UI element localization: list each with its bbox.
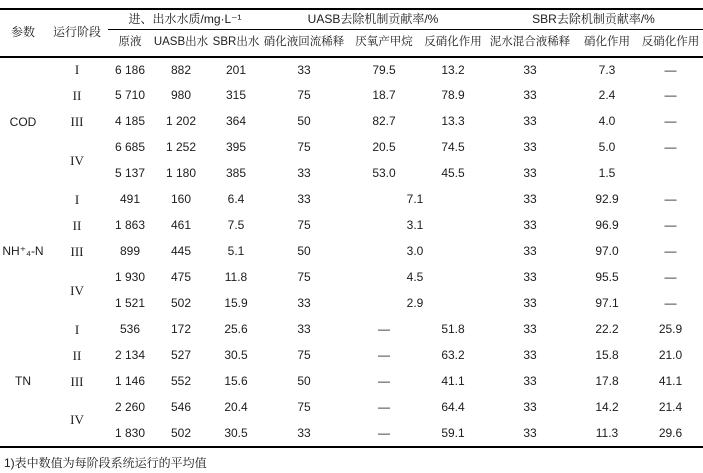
value-cell: 20.4 bbox=[224, 400, 248, 415]
table-row bbox=[0, 83, 703, 109]
value-cell: — bbox=[664, 88, 677, 103]
table-row bbox=[0, 395, 703, 421]
value-cell: 14.2 bbox=[595, 400, 619, 415]
value-cell: 315 bbox=[225, 88, 247, 103]
value-cell: 33 bbox=[297, 166, 311, 181]
value-cell: 6 186 bbox=[114, 62, 146, 77]
value-cell: 15.9 bbox=[224, 296, 248, 311]
value-cell: 30.5 bbox=[224, 425, 248, 440]
value-cell: 74.5 bbox=[441, 140, 465, 155]
value-cell: 59.1 bbox=[441, 425, 465, 440]
stage-cell: II bbox=[72, 217, 82, 233]
subheader-uasb-denitrification: 反硝化作用 bbox=[422, 29, 484, 57]
value-cell: 5 137 bbox=[114, 166, 146, 181]
value-cell: 11.3 bbox=[595, 425, 619, 440]
value-cell: 5 710 bbox=[114, 88, 146, 103]
value-cell: 1 930 bbox=[114, 270, 146, 285]
stage-cell: III bbox=[70, 113, 84, 129]
value-cell: 64.4 bbox=[441, 400, 465, 415]
value-cell: 546 bbox=[170, 400, 192, 415]
subheader-uasb-effluent: UASB出水 bbox=[152, 29, 210, 57]
value-cell: 79.5 bbox=[372, 62, 396, 77]
value-cell: 25.9 bbox=[658, 322, 683, 337]
stage-cell: I bbox=[74, 191, 80, 207]
value-cell: 75 bbox=[297, 140, 311, 155]
value-cell: — bbox=[378, 400, 390, 415]
value-cell: 475 bbox=[170, 270, 192, 285]
value-cell: 502 bbox=[170, 296, 192, 311]
value-cell: — bbox=[378, 425, 390, 440]
value-cell: 33 bbox=[523, 348, 537, 363]
value-cell: 7.5 bbox=[227, 218, 245, 233]
value-cell: 33 bbox=[523, 114, 537, 129]
value-cell: — bbox=[664, 218, 677, 233]
subheader-sludge-mix-dilution: 泥水混合液稀释 bbox=[484, 29, 576, 57]
value-cell: 1 146 bbox=[114, 374, 146, 389]
value-cell: — bbox=[664, 270, 677, 285]
value-cell: 53.0 bbox=[372, 166, 396, 181]
subheader-anaerobic-methane: 厌氧产甲烷 bbox=[346, 29, 422, 57]
value-cell: — bbox=[378, 348, 390, 363]
value-cell bbox=[638, 161, 703, 187]
value-cell: 1 180 bbox=[165, 166, 197, 181]
value-cell: 6 685 bbox=[114, 140, 146, 155]
value-cell: 75 bbox=[297, 218, 311, 233]
value-cell: 33 bbox=[523, 374, 537, 389]
value-cell: 75 bbox=[297, 348, 311, 363]
table-row bbox=[0, 369, 703, 395]
table-row bbox=[0, 265, 703, 291]
value-cell: — bbox=[664, 62, 677, 77]
value-cell: — bbox=[664, 192, 677, 207]
value-cell: 899 bbox=[119, 244, 141, 259]
value-cell: 45.5 bbox=[441, 166, 465, 181]
subheader-sbr-denitrification: 反硝化作用 bbox=[638, 29, 703, 57]
table-footnote: 1)表中数值为每阶段系统运行的平均值 bbox=[4, 456, 207, 470]
value-cell: 6.4 bbox=[227, 192, 245, 207]
value-cell: 92.9 bbox=[595, 192, 619, 207]
value-cell: 2 134 bbox=[114, 348, 146, 363]
value-cell: 21.0 bbox=[658, 348, 683, 363]
stage-cell: I bbox=[74, 62, 80, 78]
value-cell: 97.1 bbox=[595, 296, 619, 311]
value-cell: 1.5 bbox=[598, 166, 616, 181]
value-cell: 75 bbox=[297, 88, 311, 103]
value-cell: 3.1 bbox=[406, 218, 424, 233]
value-cell: 41.1 bbox=[441, 374, 465, 389]
value-cell: 22.2 bbox=[595, 322, 619, 337]
group-header-uasb-contribution: UASB去除机制贡献率/% bbox=[262, 9, 484, 29]
stage-column-header: 运行阶段 bbox=[46, 9, 108, 57]
stage-cell: IV bbox=[70, 412, 84, 428]
subheader-sbr-effluent: SBR出水 bbox=[210, 29, 262, 57]
param-cell: NH⁺₄-N bbox=[2, 244, 44, 259]
value-cell: 980 bbox=[170, 88, 192, 103]
subheader-nitrification: 硝化作用 bbox=[576, 29, 638, 57]
value-cell: 33 bbox=[523, 400, 537, 415]
value-cell: 33 bbox=[297, 425, 311, 440]
value-cell: 21.4 bbox=[658, 400, 683, 415]
value-cell: 7.3 bbox=[598, 62, 616, 77]
stage-cell: II bbox=[72, 347, 82, 363]
param-column-header: 参数 bbox=[0, 9, 46, 57]
value-cell: 33 bbox=[523, 270, 537, 285]
value-cell: 33 bbox=[297, 322, 311, 337]
value-cell: 75 bbox=[297, 400, 311, 415]
value-cell: — bbox=[378, 322, 390, 337]
value-cell: 1 521 bbox=[114, 296, 146, 311]
table-row bbox=[0, 343, 703, 369]
table-body bbox=[0, 57, 703, 447]
value-cell: 33 bbox=[297, 62, 311, 77]
value-cell: 33 bbox=[523, 88, 537, 103]
value-cell: 172 bbox=[170, 322, 192, 337]
value-cell: 536 bbox=[119, 322, 141, 337]
value-cell: 25.6 bbox=[224, 322, 248, 337]
value-cell: — bbox=[378, 374, 390, 389]
value-cell: 160 bbox=[170, 192, 192, 207]
value-cell: 5.0 bbox=[598, 140, 616, 155]
value-cell: 4.5 bbox=[406, 270, 424, 285]
value-cell: 82.7 bbox=[372, 114, 396, 129]
stage-cell: I bbox=[74, 321, 80, 337]
value-cell: — bbox=[664, 114, 677, 129]
param-cell: TN bbox=[15, 373, 31, 388]
value-cell: 18.7 bbox=[372, 88, 396, 103]
value-cell: 33 bbox=[523, 166, 537, 181]
group-header-sbr-contribution: SBR去除机制贡献率/% bbox=[484, 9, 703, 29]
value-cell: 96.9 bbox=[595, 218, 619, 233]
value-cell: 78.9 bbox=[441, 88, 465, 103]
table-row bbox=[0, 57, 703, 83]
value-cell: 3.0 bbox=[406, 244, 424, 259]
subheader-nitrif-reflux-dilution: 硝化液回流稀释 bbox=[262, 29, 346, 57]
value-cell: 50 bbox=[297, 114, 311, 129]
value-cell: 2 260 bbox=[114, 400, 146, 415]
value-cell: 29.6 bbox=[658, 425, 683, 440]
value-cell: 385 bbox=[225, 166, 247, 181]
value-cell: 51.8 bbox=[441, 322, 465, 337]
table-row bbox=[0, 187, 703, 213]
value-cell: 491 bbox=[119, 192, 141, 207]
stage-cell: III bbox=[70, 243, 84, 259]
value-cell: 7.1 bbox=[406, 192, 424, 207]
value-cell: 15.6 bbox=[224, 374, 248, 389]
table-row bbox=[0, 213, 703, 239]
value-cell: 13.2 bbox=[441, 62, 465, 77]
value-cell: 95.5 bbox=[595, 270, 619, 285]
value-cell: 33 bbox=[523, 62, 537, 77]
value-cell: 364 bbox=[225, 114, 247, 129]
table-row bbox=[0, 135, 703, 161]
water-quality-table bbox=[0, 8, 703, 448]
value-cell: 33 bbox=[523, 322, 537, 337]
value-cell: 63.2 bbox=[441, 348, 465, 363]
value-cell: 30.5 bbox=[224, 348, 248, 363]
value-cell: 882 bbox=[170, 62, 192, 77]
value-cell: 1 202 bbox=[165, 114, 197, 129]
stage-cell: IV bbox=[70, 152, 84, 168]
value-cell: 5.1 bbox=[227, 244, 245, 259]
param-cell: COD bbox=[9, 114, 37, 129]
value-cell: 502 bbox=[170, 425, 192, 440]
value-cell: 15.8 bbox=[595, 348, 619, 363]
value-cell: 33 bbox=[523, 244, 537, 259]
table-row bbox=[0, 109, 703, 135]
value-cell: 4.0 bbox=[598, 114, 616, 129]
value-cell: 2.4 bbox=[598, 88, 616, 103]
value-cell: 552 bbox=[170, 374, 192, 389]
header-group-row bbox=[0, 9, 703, 29]
stage-cell: II bbox=[72, 87, 82, 103]
value-cell: 2.9 bbox=[406, 296, 424, 311]
value-cell: 1 830 bbox=[114, 425, 146, 440]
value-cell: 461 bbox=[170, 218, 192, 233]
value-cell: 11.8 bbox=[224, 270, 248, 285]
value-cell: — bbox=[664, 140, 677, 155]
value-cell: 33 bbox=[523, 218, 537, 233]
value-cell: — bbox=[664, 244, 677, 259]
value-cell: 1 252 bbox=[165, 140, 197, 155]
value-cell: 4 185 bbox=[114, 114, 146, 129]
table-row bbox=[0, 239, 703, 265]
value-cell: 50 bbox=[297, 244, 311, 259]
subheader-raw-liquid: 原液 bbox=[108, 29, 152, 57]
value-cell: 33 bbox=[523, 425, 537, 440]
value-cell: 395 bbox=[225, 140, 247, 155]
value-cell: 201 bbox=[225, 62, 247, 77]
value-cell: 527 bbox=[170, 348, 192, 363]
table-header bbox=[0, 9, 703, 57]
group-header-water-quality: 进、出水水质/mg·L⁻¹ bbox=[108, 9, 262, 29]
value-cell: 1 863 bbox=[114, 218, 146, 233]
table-row bbox=[0, 317, 703, 343]
value-cell: 17.8 bbox=[595, 374, 619, 389]
stage-cell: III bbox=[70, 373, 84, 389]
value-cell: 20.5 bbox=[372, 140, 396, 155]
value-cell: 33 bbox=[523, 296, 537, 311]
value-cell: 75 bbox=[297, 270, 311, 285]
stage-cell: IV bbox=[70, 282, 84, 298]
value-cell: 13.3 bbox=[441, 114, 465, 129]
value-cell: — bbox=[664, 296, 677, 311]
value-cell: 33 bbox=[297, 192, 311, 207]
value-cell: 50 bbox=[297, 374, 311, 389]
value-cell: 445 bbox=[170, 244, 192, 259]
value-cell: 33 bbox=[523, 140, 537, 155]
value-cell: 41.1 bbox=[658, 374, 683, 389]
value-cell: 97.0 bbox=[595, 244, 619, 259]
value-cell: 33 bbox=[297, 296, 311, 311]
value-cell: 33 bbox=[523, 192, 537, 207]
